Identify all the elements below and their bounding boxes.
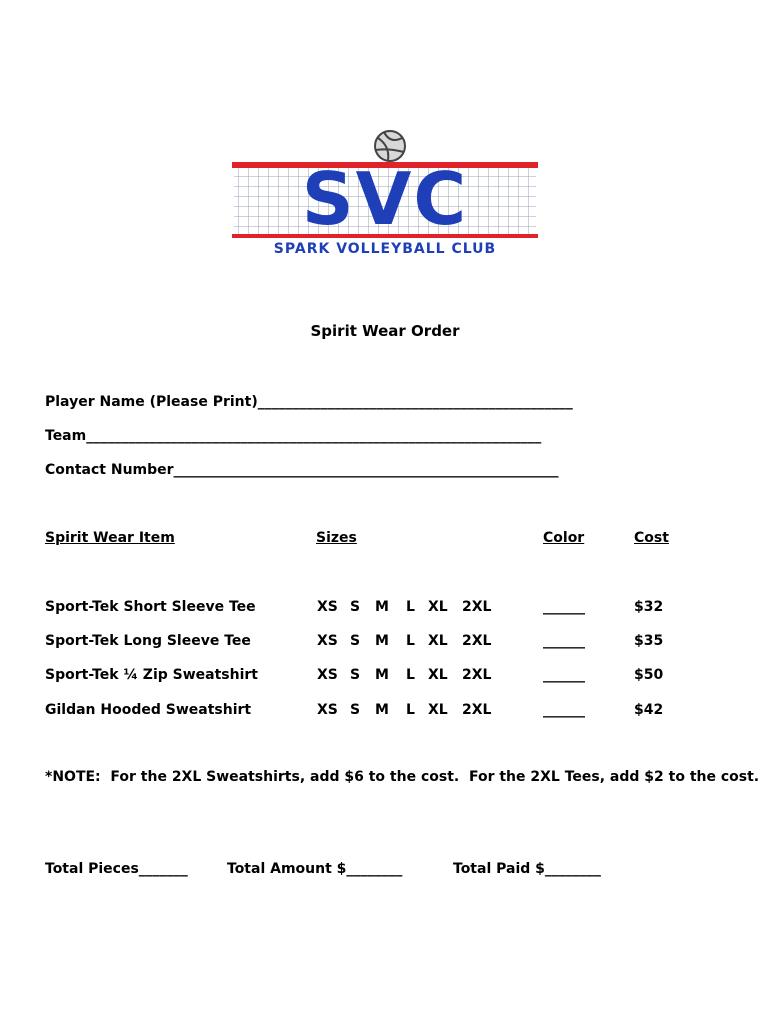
size-option[interactable]: S (350, 702, 361, 718)
team-field[interactable]: Team_________________________________________________________________ (45, 428, 542, 444)
size-option[interactable]: S (350, 599, 361, 615)
size-option[interactable]: L (406, 702, 415, 718)
pricing-note: *NOTE: For the 2XL Sweatshirts, add $6 to the cost. For the 2XL Tees, add $2 to the cost. (45, 769, 760, 785)
item-cost: $42 (634, 702, 664, 718)
size-option[interactable]: M (375, 633, 389, 649)
header-cost: Cost (634, 530, 669, 546)
header-color: Color (543, 530, 585, 546)
size-option[interactable]: M (375, 702, 389, 718)
spark-volleyball-club-logo (228, 126, 542, 262)
item-name: Sport-Tek Long Sleeve Tee (45, 633, 251, 649)
contact-number-field[interactable]: Contact Number_______________________________________________________ (45, 462, 559, 478)
size-option[interactable]: XL (428, 667, 448, 683)
size-option[interactable]: M (375, 599, 389, 615)
size-option[interactable]: XS (317, 599, 338, 615)
total-pieces-field[interactable]: Total Pieces_______ (45, 861, 188, 877)
logo-club-name: SPARK VOLLEYBALL CLUB (273, 241, 497, 257)
total-amount-field[interactable]: Total Amount $________ (227, 861, 403, 877)
size-option[interactable]: L (406, 599, 415, 615)
item-name: Gildan Hooded Sweatshirt (45, 702, 252, 718)
color-blank[interactable]: ______ (543, 633, 585, 649)
item-cost: $32 (634, 599, 664, 615)
size-option[interactable]: XS (317, 633, 338, 649)
color-blank[interactable]: ______ (543, 667, 585, 683)
item-name: Sport-Tek Short Sleeve Tee (45, 599, 256, 615)
size-option[interactable]: XS (317, 667, 338, 683)
size-option[interactable]: S (350, 633, 361, 649)
size-option[interactable]: L (406, 667, 415, 683)
color-blank[interactable]: ______ (543, 702, 585, 718)
size-option[interactable]: 2XL (462, 702, 492, 718)
size-option[interactable]: XL (428, 702, 448, 718)
size-option[interactable]: 2XL (462, 599, 492, 615)
header-sizes: Sizes (316, 530, 357, 546)
total-paid-field[interactable]: Total Paid $________ (453, 861, 601, 877)
item-name: Sport-Tek ¼ Zip Sweatshirt (45, 667, 259, 683)
item-cost: $50 (634, 667, 664, 683)
item-cost: $35 (634, 633, 664, 649)
size-option[interactable]: XL (428, 599, 448, 615)
logo-letters: SVC (301, 157, 469, 241)
size-option[interactable]: XS (317, 702, 338, 718)
page-title: Spirit Wear Order (310, 322, 460, 340)
size-option[interactable]: 2XL (462, 633, 492, 649)
player-name-field[interactable]: Player Name (Please Print)_____________________________________________ (45, 394, 573, 410)
size-option[interactable]: 2XL (462, 667, 492, 683)
header-item: Spirit Wear Item (45, 530, 175, 546)
size-option[interactable]: XL (428, 633, 448, 649)
color-blank[interactable]: ______ (543, 599, 585, 615)
size-option[interactable]: M (375, 667, 389, 683)
size-option[interactable]: L (406, 633, 415, 649)
size-option[interactable]: S (350, 667, 361, 683)
